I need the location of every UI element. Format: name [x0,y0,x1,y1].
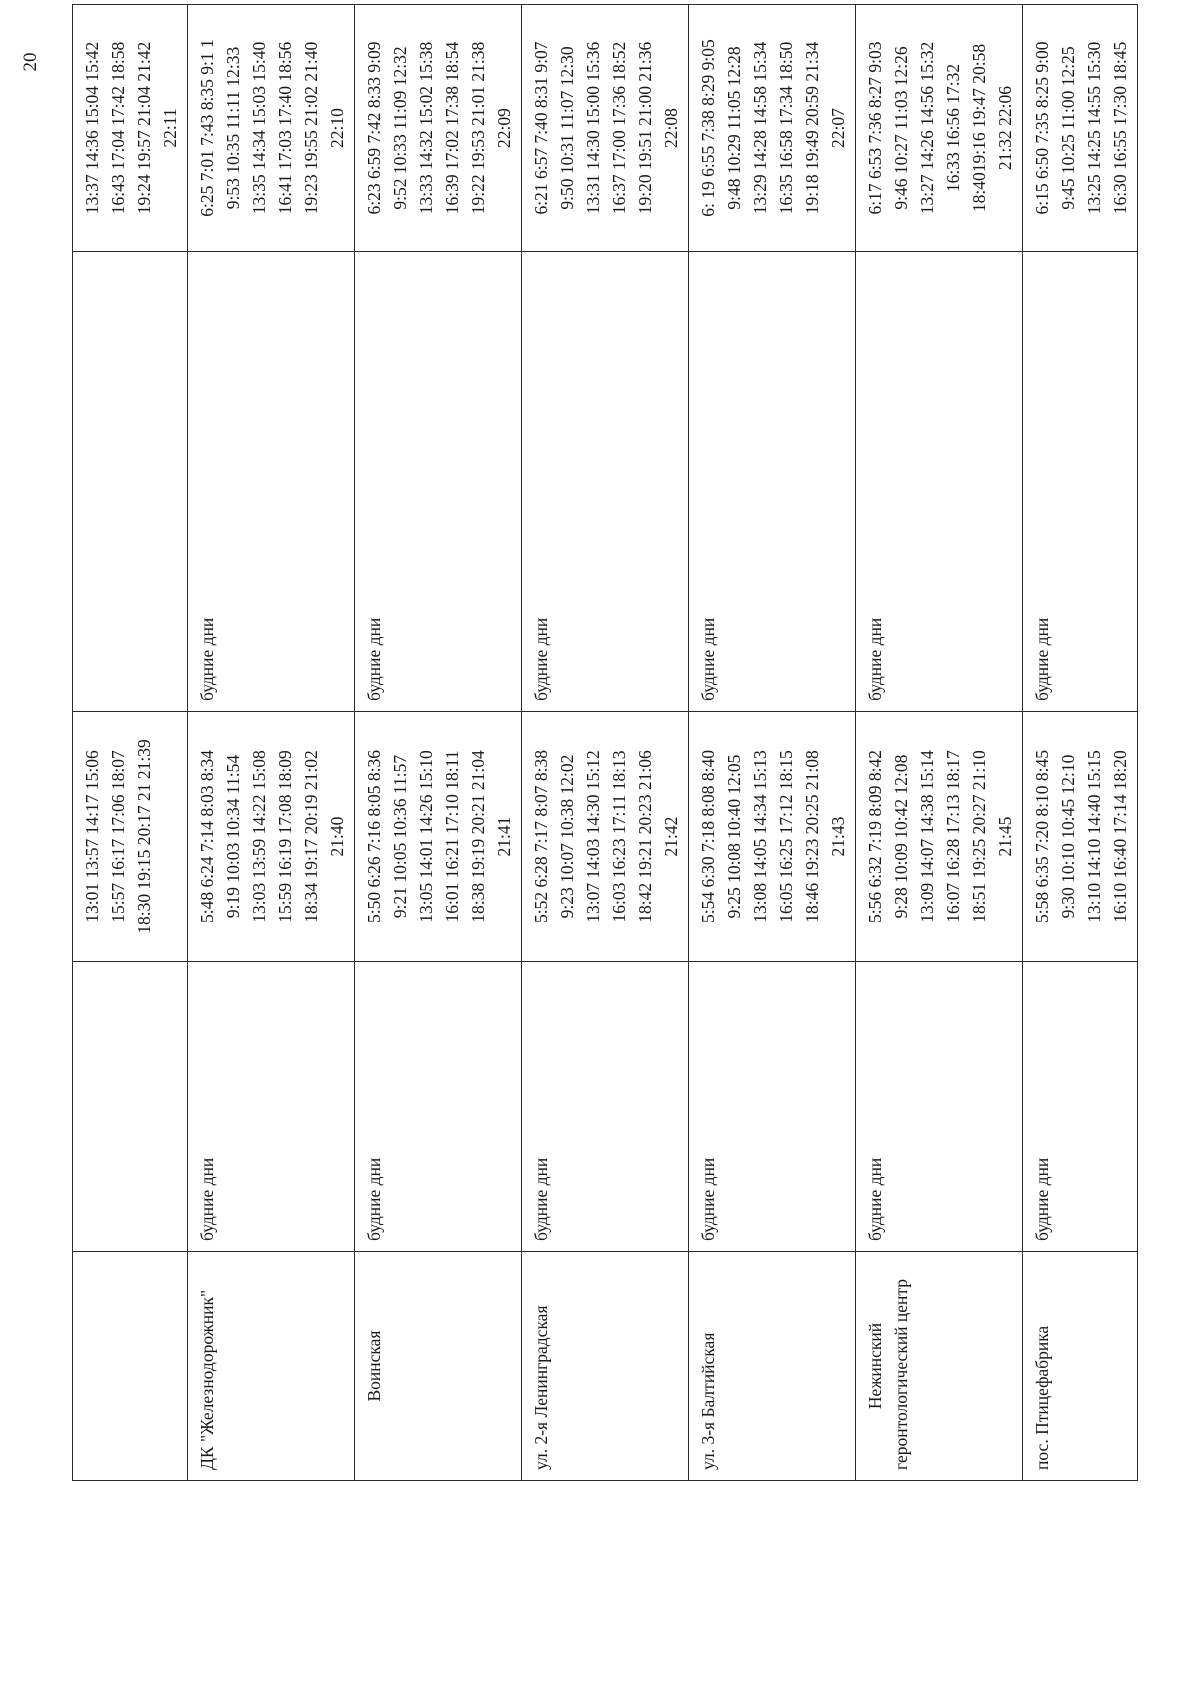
day-type-cell: будние дни [522,962,689,1252]
stop-name-cell [856,1252,1023,1481]
departure-times-cell: 6: 19 6:55 7:38 8:29 9:05 9:48 10:29 11:05 12:28 13:29 14:28 14:58 15:34 16:35 16:58 17:34 18:50 19:18 19:49 20:59 21:34 22:07 [689,5,856,252]
day-type-cell [73,962,188,1252]
day-type-cell [73,252,188,712]
day-type-cell: будние дни [856,962,1023,1252]
stop-name-cell: ул. 2-я Ленинградская [522,1252,689,1481]
departure-times-cell: 6:25 7:01 7:43 8:35 9:1 1 9:53 10:35 11:11 12:33 13:35 14:34 15:03 15:40 16:41 17:03 17:40 18:56 19:23 19:55 21:02 21:40 22:10 [188,5,355,252]
page-number: 20 [20,52,41,72]
schedule-table [72,4,1138,1481]
table-row [355,5,522,1481]
day-type-cell: будние дни [522,252,689,712]
table-row [689,5,856,1481]
day-type-cell: будние дни [188,252,355,712]
departure-times-cell: 13:01 13:57 14:17 15:06 15:57 16:17 17:06 18:07 18:30 19:15 20:17 21 21:39 [73,712,188,962]
table-row [1023,5,1138,1481]
departure-times-cell: 5:50 6:26 7:16 8:05 8:36 9:21 10:05 10:36 11:57 13:05 14:01 14:26 15:10 16:01 16:21 17:10 18:11 18:38 19:19 20:21 21:04 21:41 [355,712,522,962]
day-type-cell: будние дни [856,252,1023,712]
departure-times-cell: 5:48 6:24 7:14 8:03 8:34 9:19 10:03 10:34 11:54 13:03 13:59 14:22 15:08 15:59 16:19 17:08 18:09 18:34 19:17 20:19 21:02 21:40 [188,712,355,962]
day-type-cell: будние дни [1023,252,1138,712]
departure-times-cell: 5:52 6:28 7:17 8:07 8:38 9:23 10:07 10:38 12:02 13:07 14:03 14:30 15:12 16:03 16:23 17:11 18:13 18:42 19:21 20:23 21:06 21:42 [522,712,689,962]
stop-name: Воинская [364,1330,384,1402]
day-type-cell: будние дни [689,252,856,712]
day-type-cell: будние дни [188,962,355,1252]
stop-name-line: Нежинский [865,1322,885,1410]
stop-name-cell: ДК "Железнодорожник" [188,1252,355,1481]
day-type-cell: будние дни [1023,962,1138,1252]
departure-times-cell: 5:54 6:30 7:18 8:08 8:40 9:25 10:08 10:40 12:05 13:08 14:05 14:34 15:13 16:05 16:25 17:12 18:15 18:46 19:23 20:25 21:08 21:43 [689,712,856,962]
departure-times-cell: 6:17 6:53 7:36 8:27 9:03 9:46 10:27 11:03 12:26 13:27 14:26 14:56 15:32 16:33 16:56 17:32 18:4019:16 19:47 20:58 21:32 22:06 [856,5,1023,252]
departure-times-cell: 13:37 14:36 15:04 15:42 16:43 17:04 17:42 18:58 19:24 19:57 21:04 21:42 22:11 [73,5,188,252]
day-type-cell: будние дни [355,962,522,1252]
departure-times-cell: 5:58 6:35 7:20 8:10 8:45 9:30 10:10 10:45 12:10 13:10 14:10 14:40 15:15 16:10 16:40 17:14 18:20 [1023,712,1138,962]
departure-times-cell: 6:21 6:57 7:40 8:31 9:07 9:50 10:31 11:07 12:30 13:31 14:30 15:00 15:36 16:37 17:00 17:36 18:52 19:20 19:51 21:00 21:36 22:08 [522,5,689,252]
stop-name-cell [73,1252,188,1481]
stop-name-cell: пос. Птицефабрика [1023,1252,1138,1481]
departure-times-cell: 6:23 6:59 7:42 8:33 9:09 9:52 10:33 11:09 12:32 13:33 14:32 15:02 15:38 16:39 17:02 17:38 18:54 19:22 19:53 21:01 21:38 22:09 [355,5,522,252]
stop-name-cell: ул. 3-я Балтийская [689,1252,856,1481]
day-type-cell: будние дни [689,962,856,1252]
departure-times-cell: 5:56 6:32 7:19 8:09 8:42 9:28 10:09 10:42 12:08 13:09 14:07 14:38 15:14 16:07 16:28 17:13 18:17 18:51 19:25 20:27 21:10 21:45 [856,712,1023,962]
departure-times-cell: 6:15 6:50 7:35 8:25 9:00 9:45 10:25 11:00 12:25 13:25 14:25 14:55 15:30 16:30 16:55 17:30 18:45 [1023,5,1138,252]
stop-name-line: геронтологический центр [891,1278,911,1470]
stop-name-cell [355,1252,522,1481]
table-row [522,5,689,1481]
table-row [188,5,355,1481]
table-row [73,5,188,1481]
table-row [856,5,1023,1481]
day-type-cell: будние дни [355,252,522,712]
